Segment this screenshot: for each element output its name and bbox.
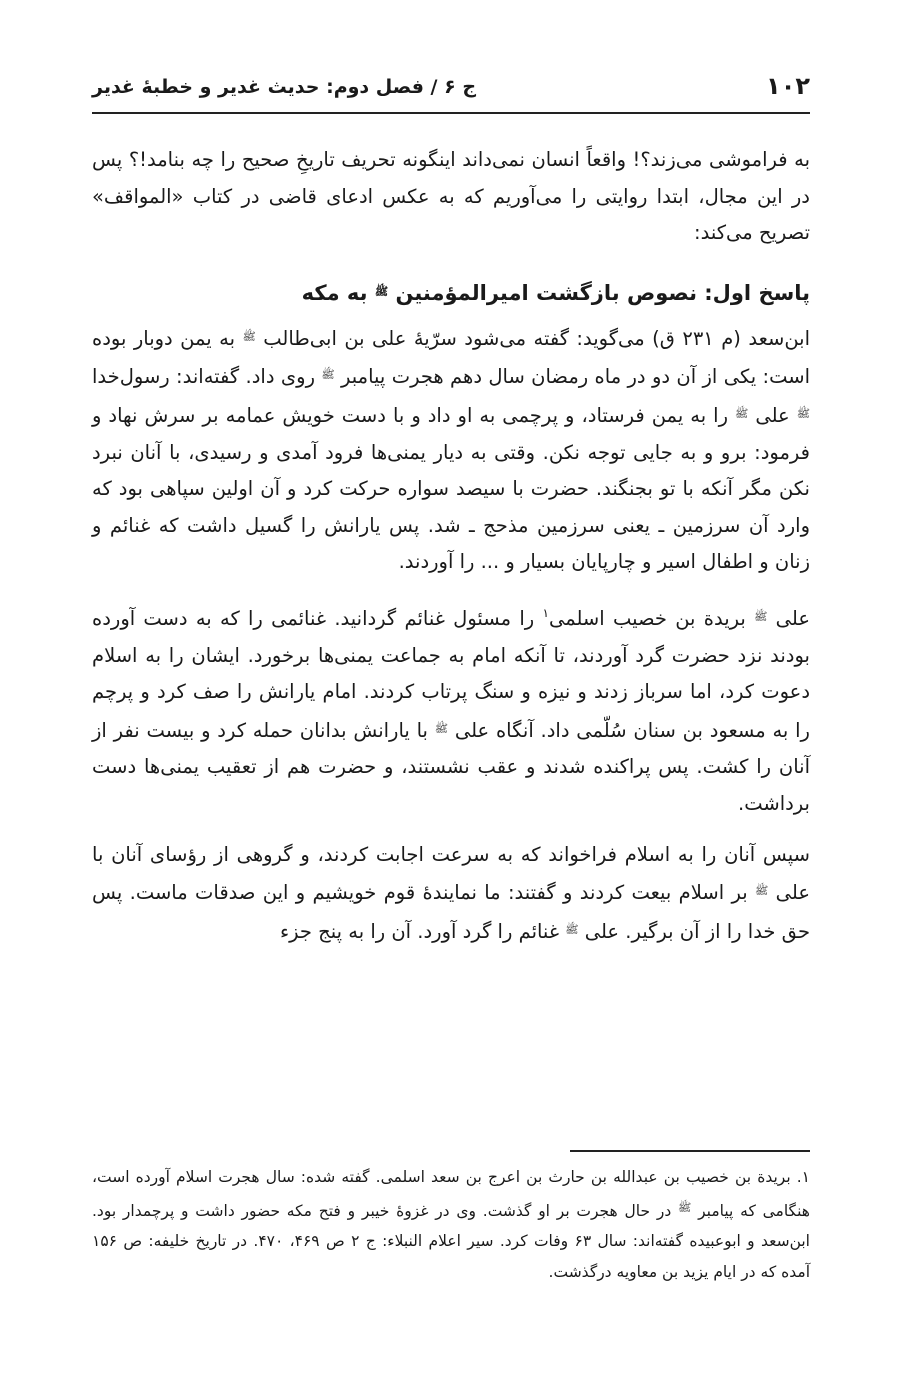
footnote-1 — [92, 1162, 810, 1287]
page-number: ۱۰۲ — [766, 72, 810, 100]
text-run: بر اسلام بیعت کردند و گفتند: ما نمایندهٔ قوم خویشیم و این صدقات ماست. پس حق خدا را از آن برگیر. علی — [92, 881, 810, 943]
honorific-glyph: ﷺ — [242, 329, 256, 343]
section-title-part-2: به مکه — [301, 280, 368, 305]
intro-paragraph: به فراموشی می‌زند؟! واقعاً انسان نمی‌داند اینگونه تحریف تاریخِ صحیح را چه بنامد!؟ پس در این مجال، ابتدا روایتی را می‌آوریم که به عکس ادعای قاضی در کتاب «المواقف» تصریح می‌کند: — [92, 148, 810, 245]
book-page — [92, 0, 810, 1390]
honorific-glyph: ﷺ — [321, 368, 335, 382]
page-header — [92, 68, 810, 114]
text-run: علی — [755, 403, 790, 427]
honorific-glyph: ﷺ — [796, 406, 810, 420]
honorific-glyph: ﷺ — [678, 1200, 692, 1214]
running-head: ج ۶ / فصل دوم: حدیث غدیر و خطبهٔ غدیر — [92, 76, 477, 98]
text-run: روی داد. گفته‌اند: رسول‌خدا — [92, 365, 315, 389]
text-run: علی — [775, 606, 810, 630]
text-run: غنائم را گرد آورد. آن را به پنج جزء — [279, 919, 560, 943]
section-title-part-1: پاسخ اول: نصوص بازگشت امیرالمؤمنین — [395, 280, 810, 305]
section-title — [92, 274, 810, 311]
page-body — [92, 142, 810, 964]
footnote-divider — [570, 1150, 810, 1152]
text-run: را مسئول غنائم گردانید. غنائمی را که به دست آورده بودند نزد حضرت گرد آوردند، تا آنکه امام به جماعت یمنی‌ها برخورد. ایشان را به اسلام دعوت کرد، اما سرباز زدند و نیزه و سنگ پرتاب کردند. امام یارانش را صف کرد و پرچم را به مسعود بن سنان سُلّمی داد. آنگاه علی — [92, 606, 810, 742]
honorific-glyph: ﷺ — [374, 284, 389, 298]
honorific-glyph: ﷺ — [735, 406, 749, 420]
honorific-glyph: ﷺ — [434, 721, 449, 735]
text-run: به یمن دوبار بوده است: یکی از آن دو در ماه رمضان سال دهم هجرت پیامبر — [92, 326, 810, 389]
paragraph-islam-call — [92, 837, 810, 951]
text-run: بریدة بن خصیب اسلمی — [548, 606, 746, 630]
footnote-text: در حال هجرت بر او گذشت. وی در غزوهٔ خیبر و فتح مکه حضور داشت و پرچمدار بود. ابن‌سعد و ابوعبیده گفته‌اند: سال ۶۳ وفات کرد. سیر اعلام النبلاء: ج ۲ ص ۴۶۹، ۴۷۰. در تاریخ خلیفه: ص ۱۵۶ آمده که در ایام یزید بن معاویه درگذشت. — [92, 1201, 810, 1281]
honorific-glyph: ﷺ — [754, 609, 768, 623]
text-run: سپس آنان را به اسلام فراخواند که به سرعت اجابت کردند، و گروهی از رؤسای آنان با علی — [92, 842, 811, 905]
paragraph-booty — [92, 595, 810, 823]
text-run: با یارانش بدانان حمله کرد و بیست نفر از آنان را کشت. پس پراکنده شدند و عقب نشستند، و حضرت هم از تعقیب یمنی‌ها دست برداشت. — [92, 718, 810, 815]
honorific-glyph: ﷺ — [565, 922, 579, 936]
text-run: ابن‌سعد (م ۲۳۱ ق) می‌گوید: گفته می‌شود سرّیهٔ علی بن ابی‌طالب — [263, 326, 811, 350]
text-run: را به یمن فرستاد، و پرچمی به او داد و با دست خویش عمامه بر سرش نهاد و فرمود: برو و به جایی توجه نکن. وقتی به دیار یمنی‌ها فرود آمدی و رسیدی، با آنان نبرد نکن مگر آنکه با تو بجنگند. حضرت با سیصد سواره حرکت کرد و آن اولین سپاهی بود که وارد آن سرزمین ـ یعنی سرزمین مذحج ـ شد. پس یارانش را گسیل داشت که غنائم و زنان و اطفال اسیر و چارپایان بسیار و ... را آوردند. — [92, 403, 810, 574]
honorific-glyph: ﷺ — [755, 884, 769, 898]
paragraph-ibn-saad — [92, 319, 810, 581]
footnote-text: ۱. بریدة بن خصیب بن عبدالله بن حارث بن اعرج بن سعد اسلمی. گفته شده: سال هجرت اسلام آورده است، هنگامی که پیامبر — [92, 1168, 810, 1220]
footnote-reference[interactable]: ۱ — [542, 605, 549, 620]
